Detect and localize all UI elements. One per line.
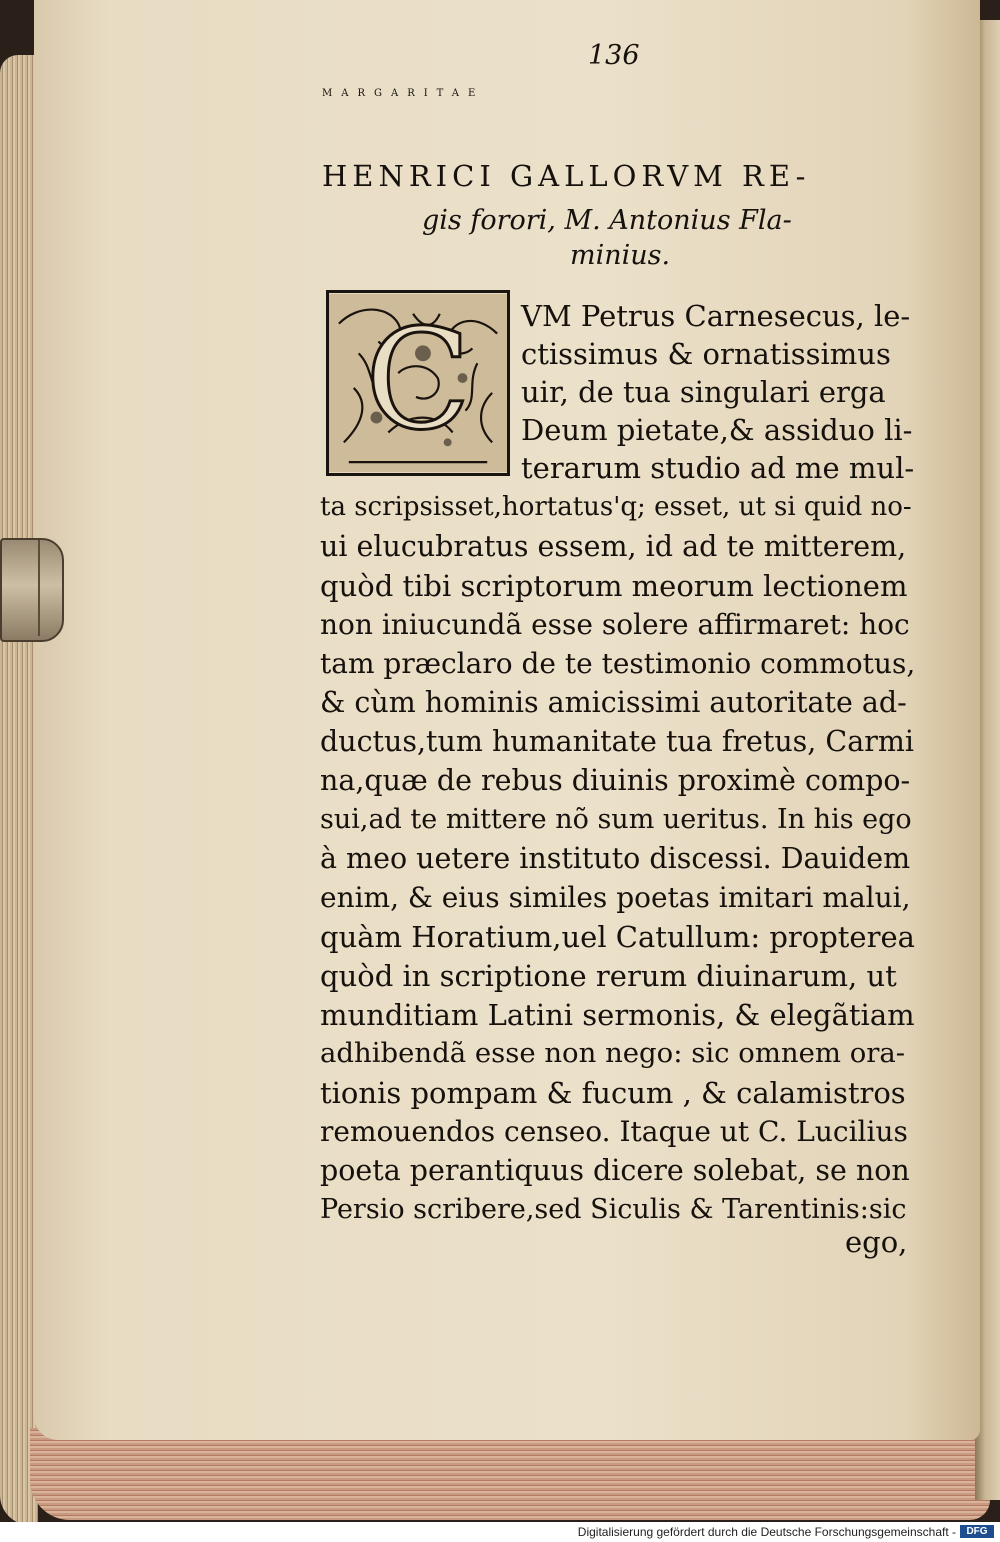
body-line: poeta perantiquus dicere solebat, se non bbox=[320, 1154, 910, 1187]
dfg-logo: DFG bbox=[960, 1525, 994, 1538]
decorated-initial-c bbox=[326, 290, 510, 476]
body-line: remouendos censeo. Itaque ut C. Lucilius bbox=[320, 1115, 908, 1148]
page-edge-left bbox=[0, 55, 38, 1525]
body-line: quòd tibi scriptorum meorum lectionem bbox=[320, 569, 908, 603]
body-line: quòd in scriptione rerum diuinarum, ut bbox=[320, 959, 897, 993]
title-line-3: gis forori, M. Antonius Fla- bbox=[422, 205, 792, 236]
woodcut-initial-icon bbox=[329, 293, 507, 473]
body-line: à meo uetere instituto discessi. Dauidem bbox=[320, 842, 911, 875]
body-line: ductus,tum humanitate tua fretus, Carmi bbox=[320, 725, 914, 758]
body-line: munditiam Latini sermonis, & elegãtiam bbox=[320, 998, 915, 1032]
body-line: ctissimus & ornatissimus bbox=[521, 337, 891, 371]
body-line: sui,ad te mittere nõ sum ueritus. In his ego bbox=[320, 804, 912, 835]
page-edge-bottom bbox=[30, 1428, 990, 1520]
body-line: ui elucubratus essem, id ad te mitterem, bbox=[320, 530, 907, 563]
body-line: tam præclaro de te testimonio commotus, bbox=[320, 647, 916, 680]
title-line-1: MARGARITAE bbox=[322, 88, 485, 99]
body-line: adhibendã esse non nego: sic omnem ora- bbox=[320, 1037, 906, 1069]
body-line: & cùm hominis amicissimi autoritate ad- bbox=[320, 686, 907, 719]
book-clasp bbox=[0, 538, 64, 642]
body-line: na,quæ de rebus diuinis proximè compo- bbox=[320, 764, 911, 797]
title-line-4: minius. bbox=[570, 240, 671, 271]
body-line: Persio scribere,sed Siculis & Tarentinis:sic bbox=[320, 1194, 907, 1225]
footer-credit: Digitalisierung gefördert durch die Deutsche Forschungsgemeinschaft - bbox=[577, 1525, 956, 1539]
body-line: ta scripsisset,hortatus'q; esset, ut si quid no- bbox=[320, 492, 912, 522]
body-line: uir, de tua singulari erga bbox=[521, 375, 886, 409]
body-line: tionis pompam & fucum , & calamistros bbox=[320, 1076, 906, 1110]
catchword: ego, bbox=[845, 1225, 908, 1259]
body-line: Deum pietate,& assiduo li- bbox=[521, 413, 913, 447]
body-line: terarum studio ad me mul- bbox=[521, 451, 915, 485]
svg-text:C: C bbox=[365, 298, 471, 461]
body-line: quàm Horatium,uel Catullum: propterea bbox=[320, 920, 915, 954]
title-line-2: HENRICI GALLORVM RE- bbox=[322, 159, 811, 193]
footer-bar bbox=[0, 1522, 1000, 1542]
body-line: non iniucundã esse solere affirmaret: hoc bbox=[320, 608, 910, 641]
page-number: 136 bbox=[588, 40, 640, 71]
body-line: VM Petrus Carnesecus, le- bbox=[521, 299, 911, 333]
body-line: enim, & eius similes poetas imitari malui, bbox=[320, 881, 911, 914]
